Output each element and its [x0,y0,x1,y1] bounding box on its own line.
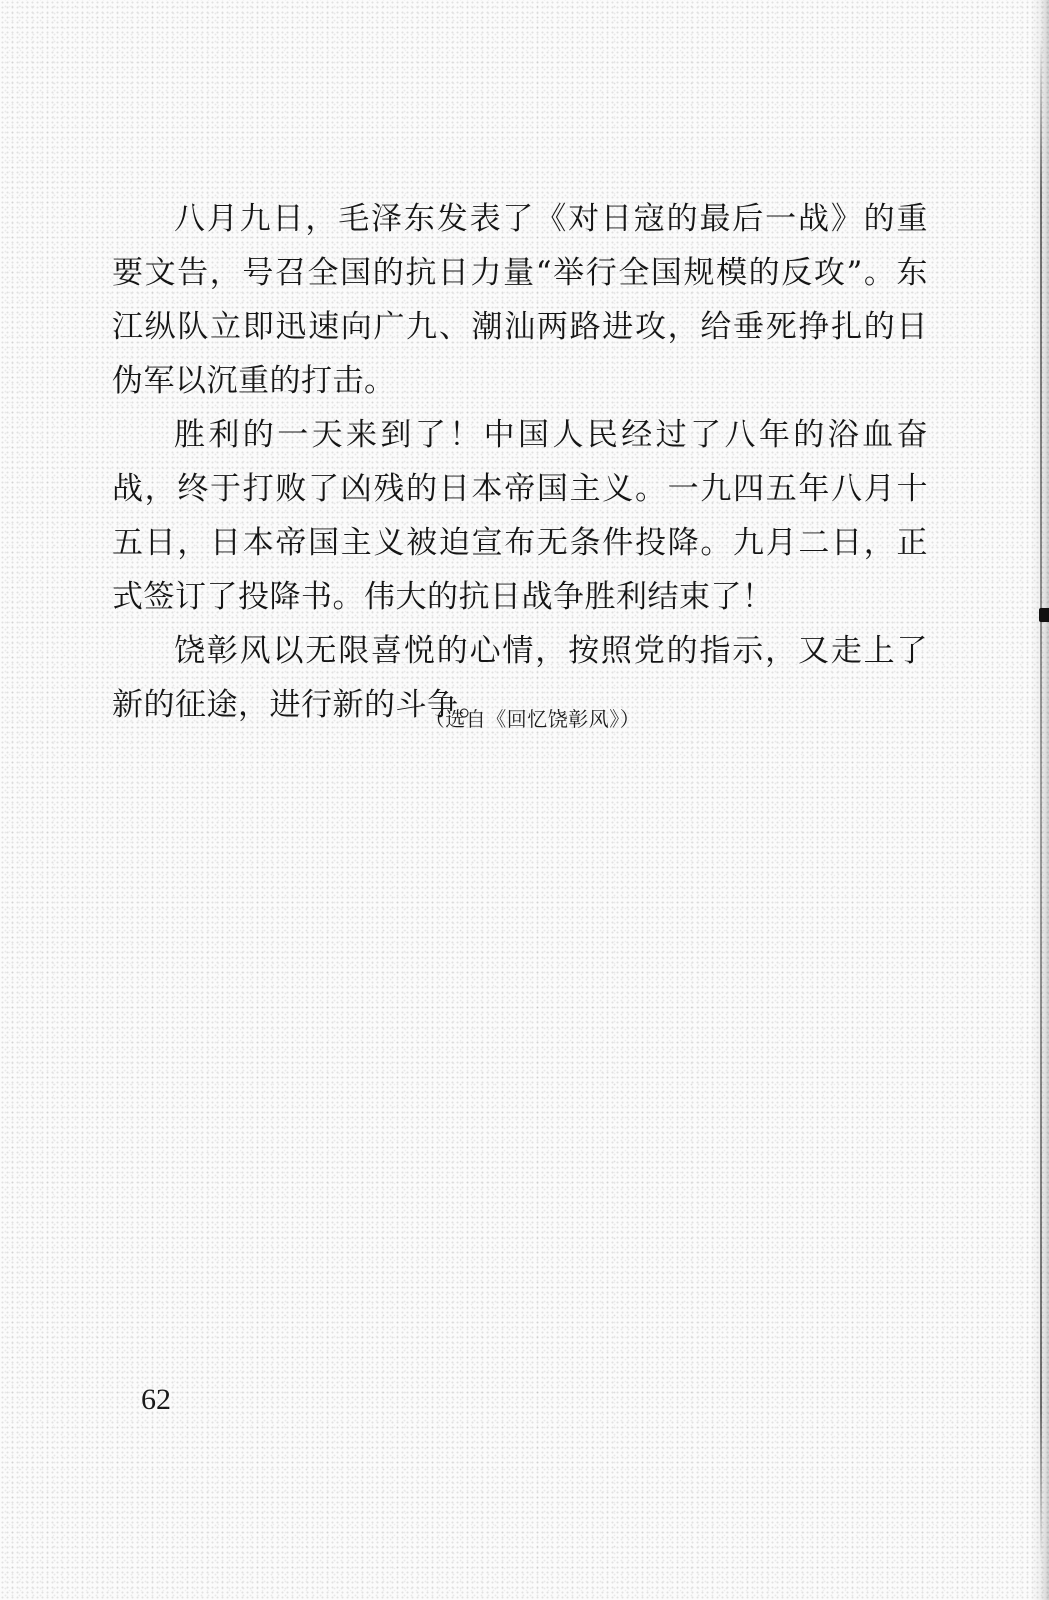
source-citation [0,704,1049,734]
paragraph-2: 胜利的一天来到了！中国人民经过了八年的浴血奋战，终于打败了凶残的日本帝国主义。一九四五年八月十五日，日本帝国主义被迫宣布无条件投降。九月二日，正式签订了投降书。伟大的抗日战争胜利结束了！ [112,417,928,615]
paragraph-1: 八月九日，毛泽东发表了《对日寇的最后一战》的重要文告，号召全国的抗日力量“举行全国规模的反攻”。东江纵队立即迅速向广九、潮汕两路进攻，给垂死挣扎的日伪军以沉重的打击。 [112,201,928,399]
page-number: 62 [141,1383,171,1416]
source-citation-text: （选自《回忆饶彰风》） [424,707,641,731]
paragraph-3: 饶彰风以无限喜悦的心情，按照党的指示，又走上了新的征途，进行新的斗争。 [112,633,928,723]
edge-mark [1039,608,1049,622]
page-edge-line [1040,40,1042,1560]
body-text [112,192,928,732]
